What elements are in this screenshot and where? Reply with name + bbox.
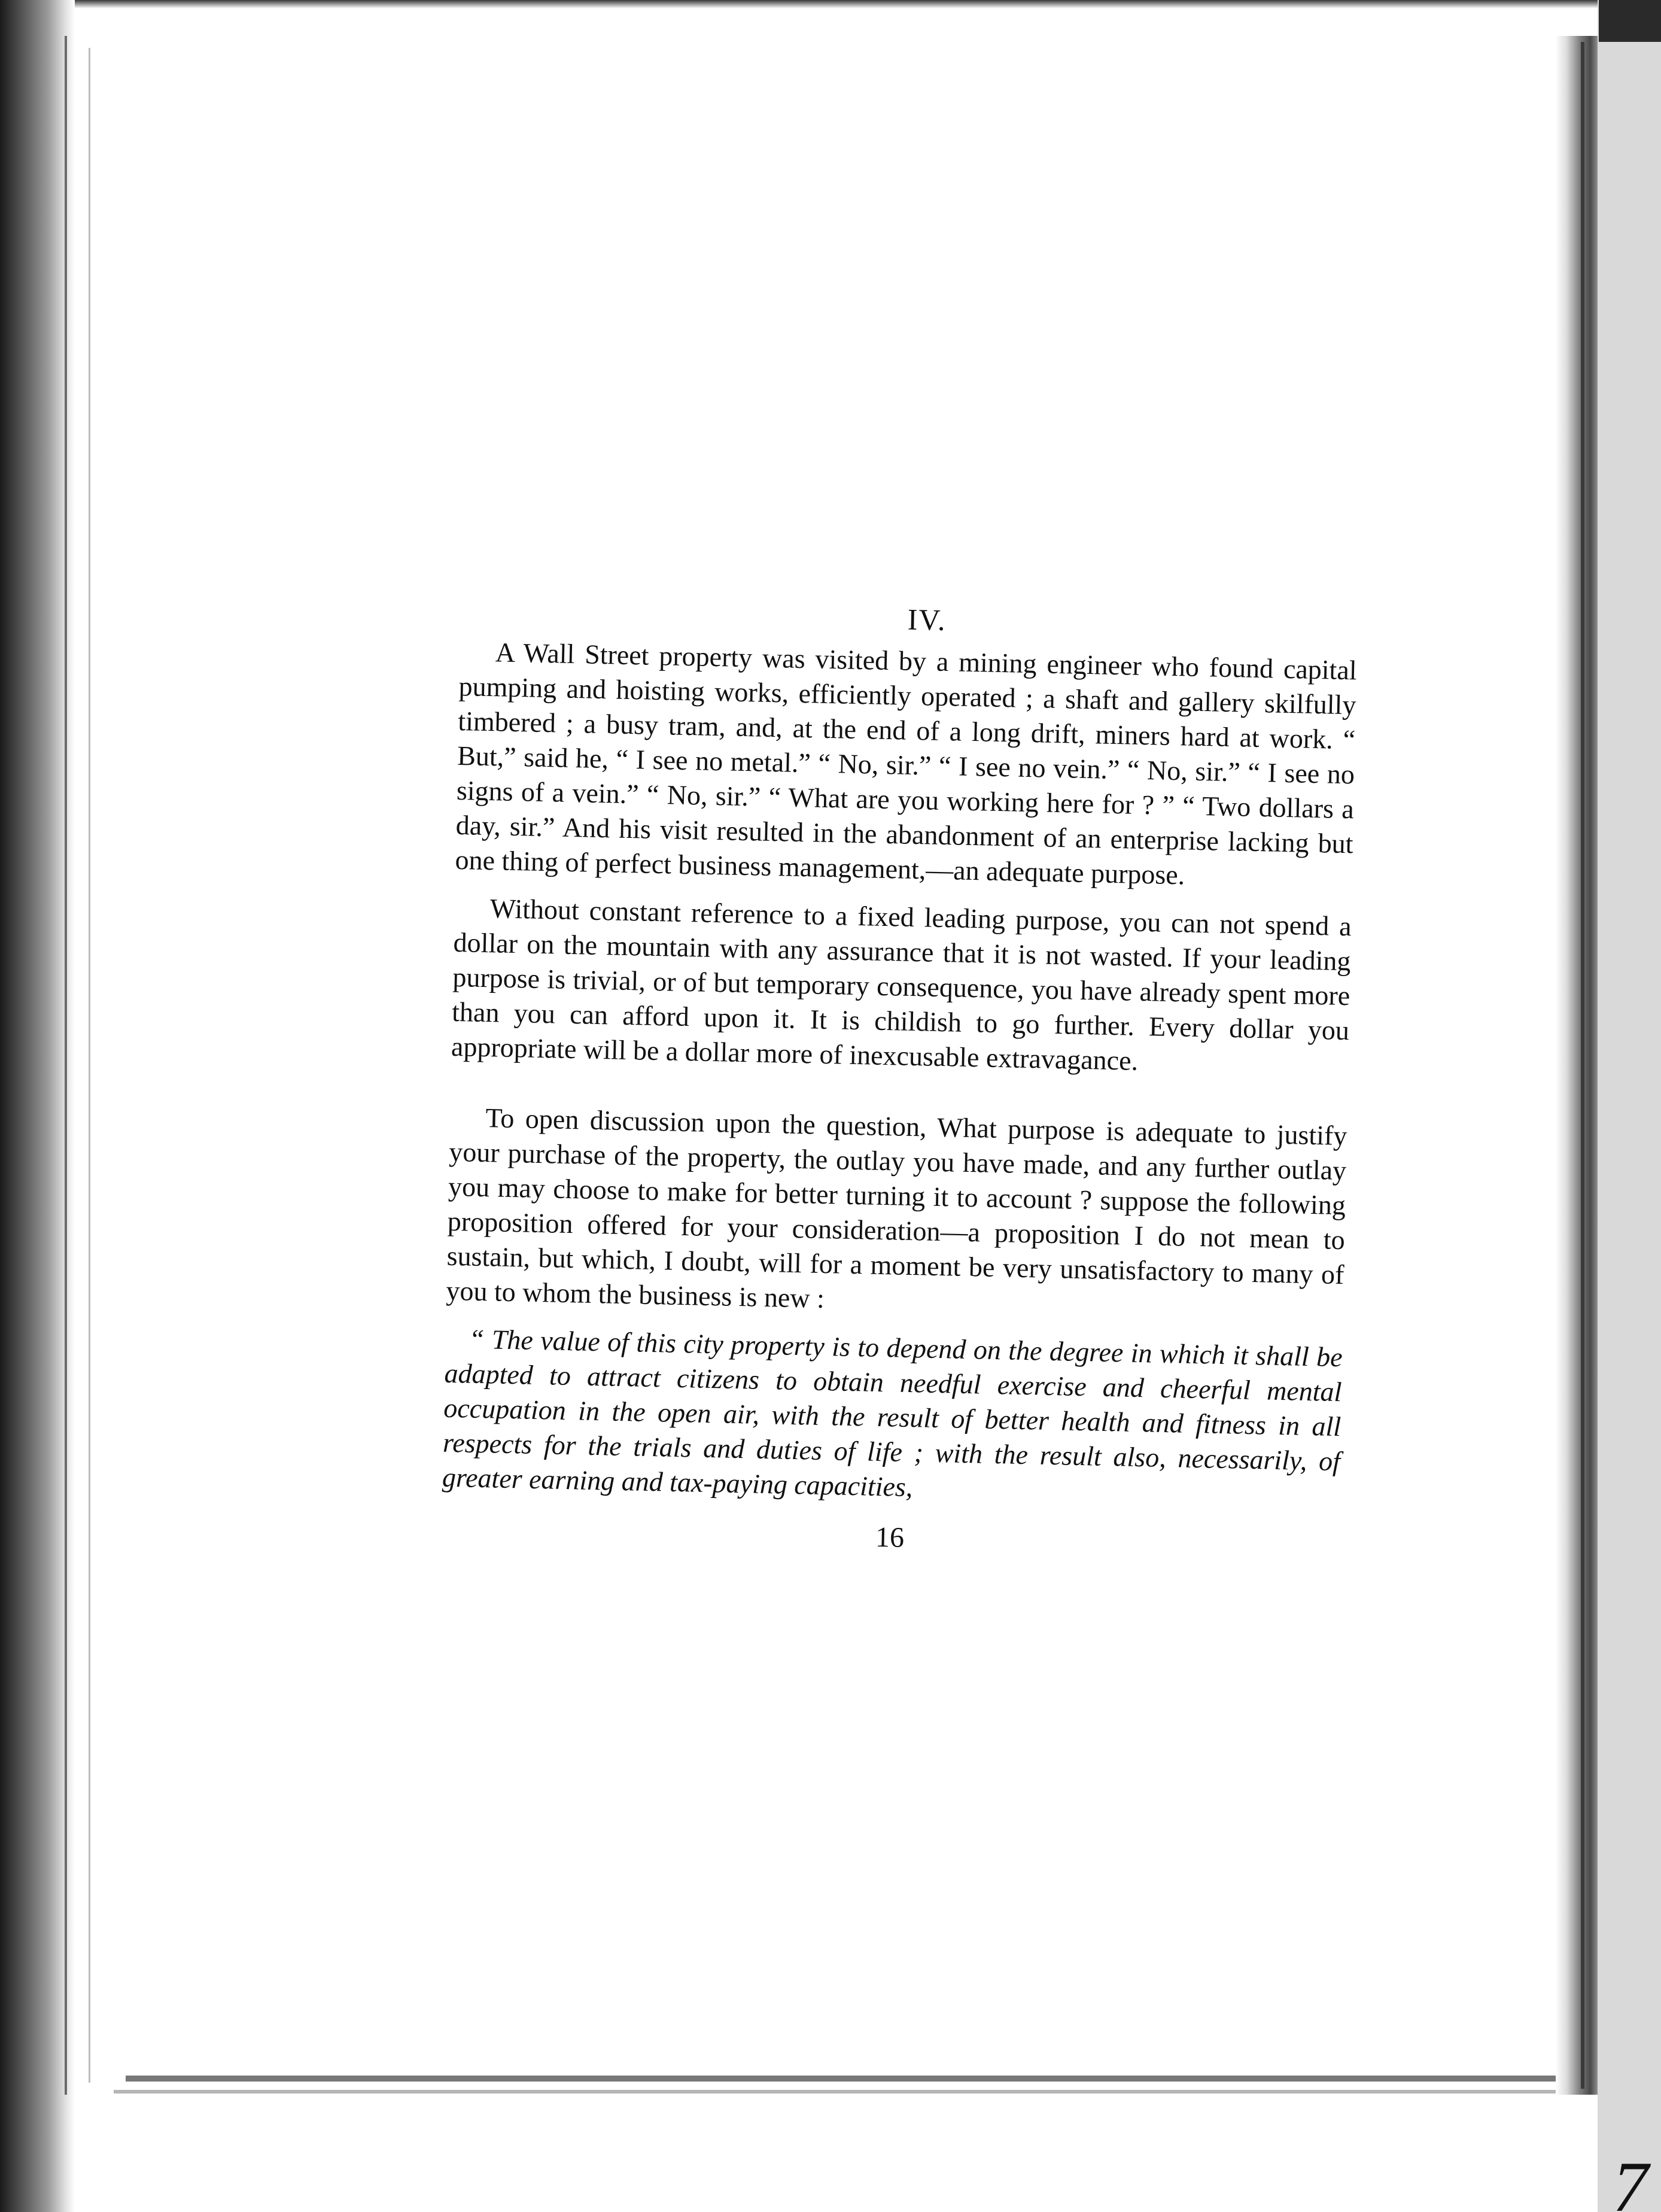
bottom-page-edge bbox=[126, 2076, 1586, 2082]
next-page-strip bbox=[1598, 0, 1661, 2212]
section-heading: IV. bbox=[907, 602, 947, 637]
page-text-block bbox=[441, 592, 1358, 1563]
right-margin-line bbox=[1581, 42, 1584, 2089]
paragraph-leading-purpose: Without constant reference to a fixed leading purpose, you can not spend a dollar on the mountain with any assurance that it is not wasted. If your leading purpose is trivial, or of but temporary consequence, you have already spent more than you can afford upon it. It is childish to go further. Every dollar you appropriate will be a dollar more of inexcusable extravagance. bbox=[451, 893, 1352, 1076]
left-margin-line bbox=[89, 48, 90, 2083]
right-page-shadow bbox=[1556, 36, 1598, 2095]
paragraph-discussion: To open discussion upon the question, What purpose is adequate to justify your purchase of the property, the outlay you have made, and any further outlay you may choose to make for better turning it to account ? suppose the following proposition offered for your consideration—a proposition I do not mean to sustain, but which, I doubt, will for a moment be very unsatisfactory to many of you to whom the business is new : bbox=[446, 1102, 1347, 1314]
italic-proposition-quote: “ The value of this city property is to depend on the degree in which it shall be adapted to attract citizens to obtain needful exercise and cheerful mental occupation in the open air, with the result of better health and fitness in all respects for the trials and duties of life ; with the result also, necessarily, of greater earning and tax-paying capacities, bbox=[442, 1323, 1343, 1503]
next-page-top-shadow bbox=[1599, 0, 1661, 42]
corner-handwritten-mark: 7 bbox=[1613, 2147, 1648, 2212]
bottom-page-edge-shadow bbox=[114, 2090, 1586, 2094]
left-binding-line bbox=[65, 36, 67, 2095]
top-page-edge bbox=[0, 0, 1661, 8]
page-number: 16 bbox=[875, 1521, 905, 1554]
paragraph-wall-street: A Wall Street property was visited by a mining engineer who found capital pumping and hoisting works, efficiently operated ; a shaft and gallery skilfully timbered ; a busy tram, and, at the end of a long drift, miners hard at work. “ But,” said he, “ I see no metal.” “ No, sir.” “ I see no vein.” “ No, sir.” “ I see no signs of a vein.” “ No, sir.” “ What are you working here for ? ” “ Two dollars a day, sir.” And his visit resulted in the abandonment of an enterprise lacking but one thing of perfect business management,—an adequate purpose. bbox=[455, 637, 1358, 891]
left-page-edge bbox=[0, 0, 75, 2212]
